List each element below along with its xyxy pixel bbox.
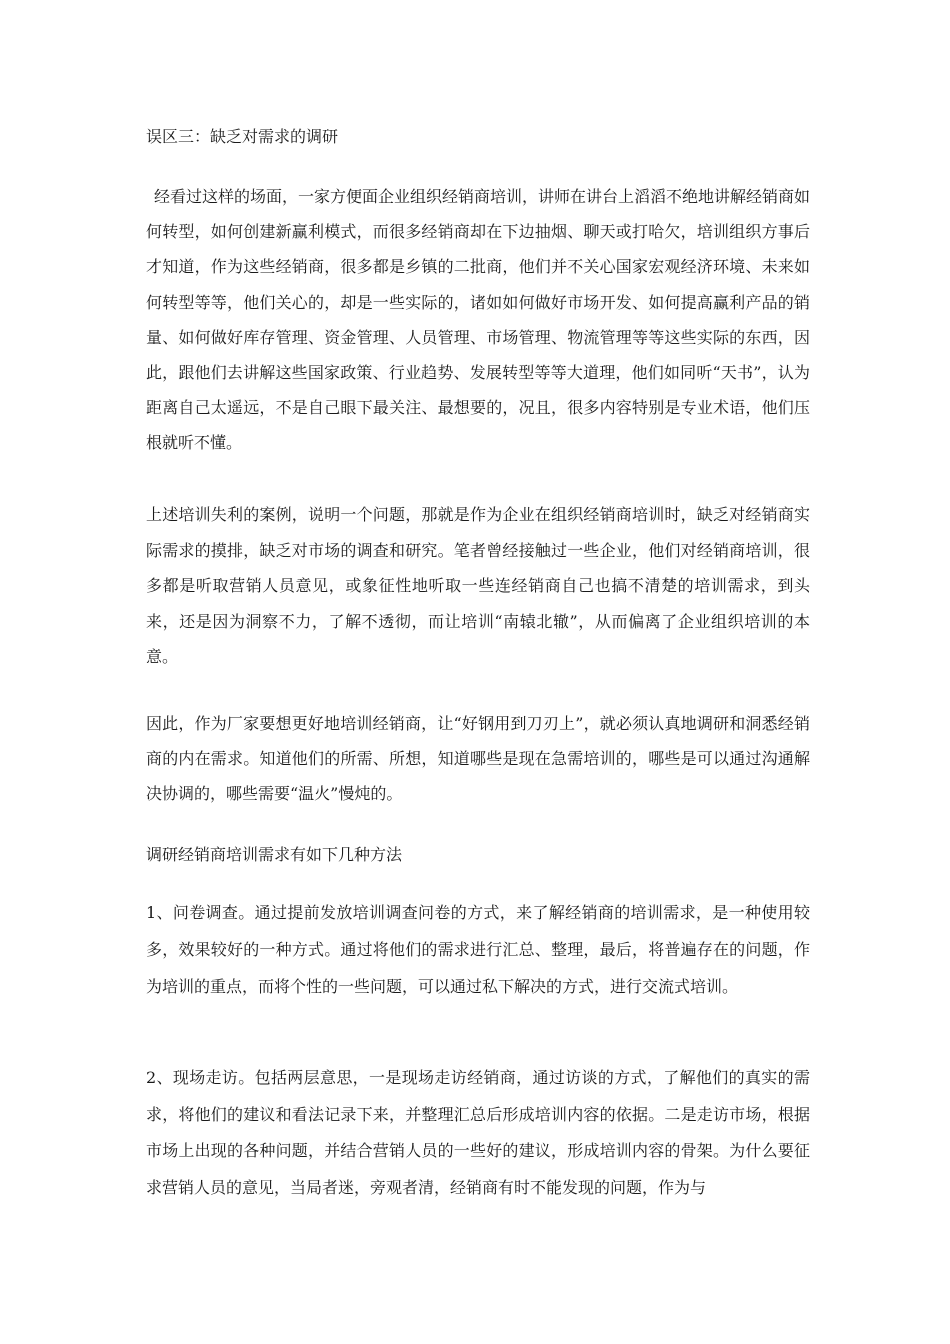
paragraph-case-description: 经看过这样的场面，一家方便面企业组织经销商培训，讲师在讲台上滔滔不绝地讲解经销商如何转型，如何创建新赢利模式，而很多经销商却在下边抽烟、聊天或打哈欠，培训组织方事后才知道，作为这些经销商，很多都是乡镇的二批商，他们并不关心国家宏观经济环境、未来如何转型等等，他们关心的，却是一些实际的，诸如如何做好市场开发、如何提高赢利产品的销量、如何做好库存管理、资金管理、人员管理、市场管理、物流管理等等这些实际的东西，因此，跟他们去讲解这些国家政策、行业趋势、发展转型等等大道理，他们如同听“天书”，认为距离自己太遥远，不是自己眼下最关注、最想要的，况且，很多内容特别是专业术语，他们压根就听不懂。: [146, 187, 811, 453]
section-heading: 误区三：缺乏对需求的调研: [146, 127, 339, 146]
paragraph-methods-intro: 调研经销商培训需求有如下几种方法: [146, 845, 403, 864]
paragraph-method-questionnaire: 1、问卷调查。通过提前发放培训调查问卷的方式，来了解经销商的培训需求，是一种使用较多，效果较好的一种方式。通过将他们的需求进行汇总、整理，最后，将普遍存在的问题，作为培训的重点，而将个性的一些问题，可以通过私下解决的方式，进行交流式培训。: [146, 903, 810, 996]
paragraph-conclusion: 因此，作为厂家要想更好地培训经销商，让“好钢用到刀刃上”，就必须认真地调研和洞悉经销商的内在需求。知道他们的所需、所想，知道哪些是现在急需培训的，哪些是可以通过沟通解决协调的，哪些需要“温火”慢炖的。: [146, 714, 810, 803]
paragraph-case-analysis: 上述培训失利的案例，说明一个问题，那就是作为企业在组织经销商培训时，缺乏对经销商实际需求的摸排，缺乏对市场的调查和研究。笔者曾经接触过一些企业，他们对经销商培训，很多都是听取营销人员意见，或象征性地听取一些连经销商自己也搞不清楚的培训需求，到头来，还是因为洞察不力，了解不透彻，而让培训“南辕北辙”，从而偏离了企业组织培训的本意。: [146, 505, 810, 666]
paragraph-method-site-visit: 2、现场走访。包括两层意思，一是现场走访经销商，通过访谈的方式，了解他们的真实的需求，将他们的建议和看法记录下来，并整理汇总后形成培训内容的依据。二是走访市场，根据市场上出现的各种问题，并结合营销人员的一些好的建议，形成培训内容的骨架。为什么要征求营销人员的意见，当局者迷，旁观者清，经销商有时不能发现的问题，作为与: [146, 1068, 810, 1197]
